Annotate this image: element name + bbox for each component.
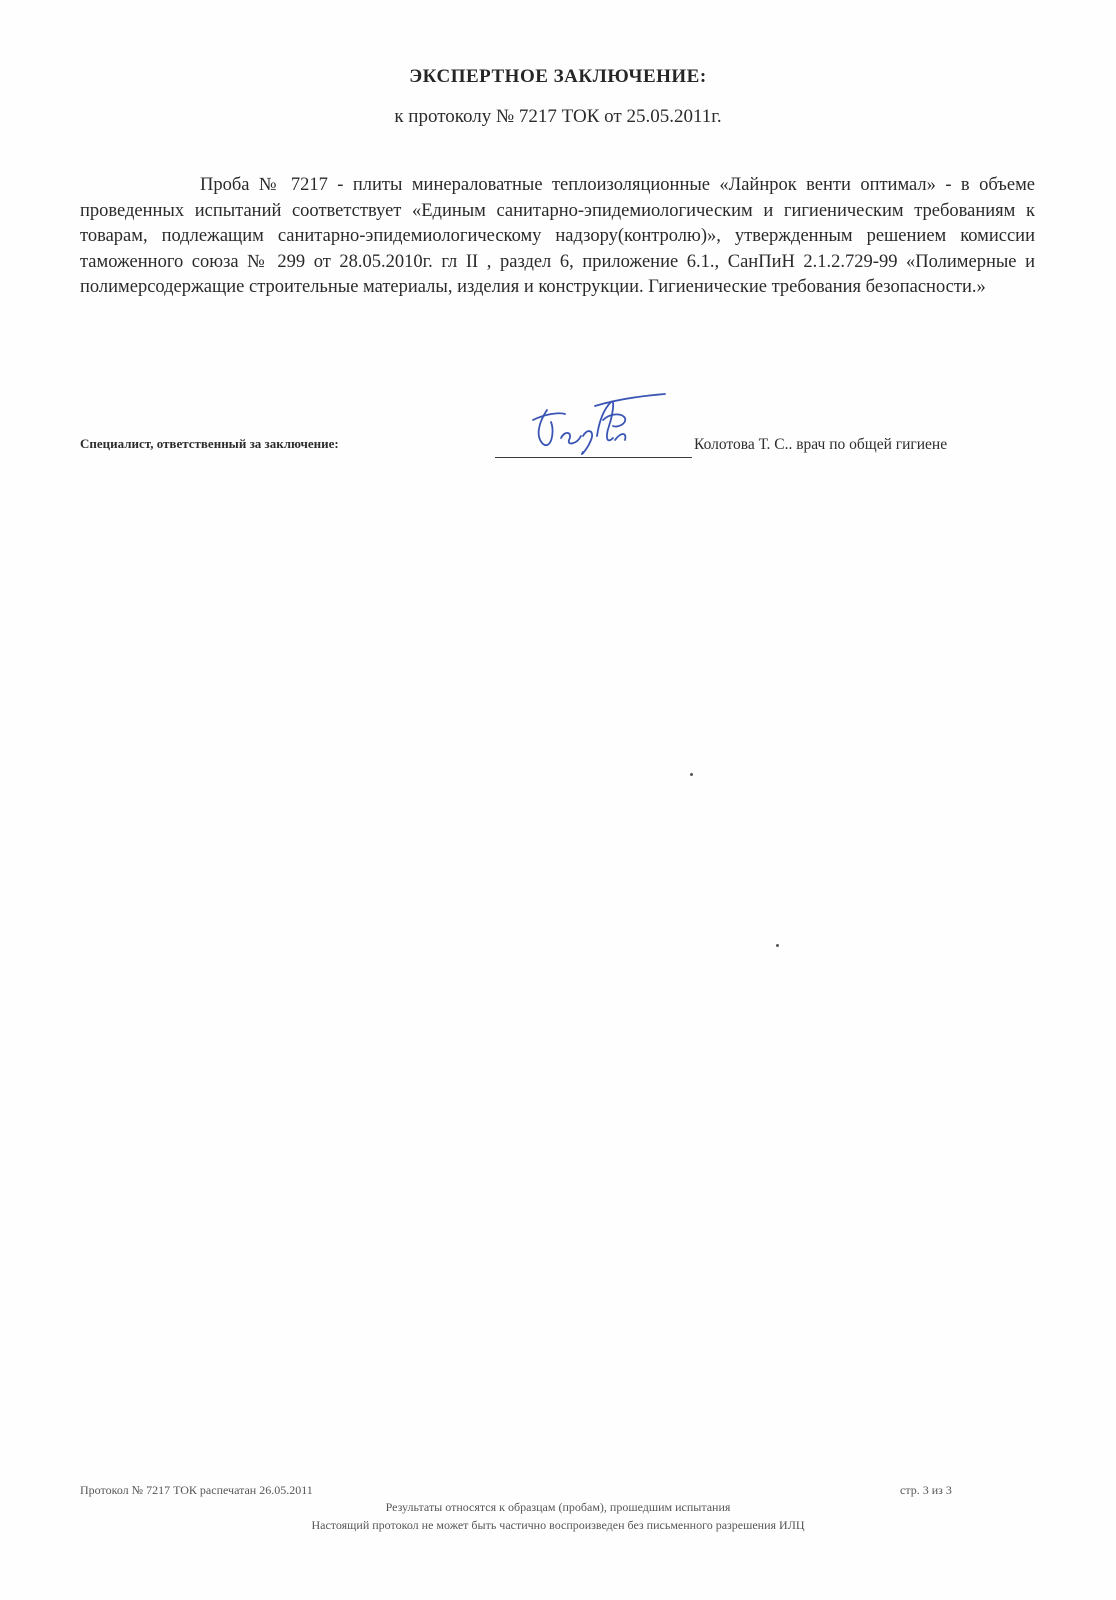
conclusion-paragraph — [80, 173, 1035, 301]
scan-speck — [776, 944, 779, 947]
document-title: ЭКСПЕРТНОЕ ЗАКЛЮЧЕНИЕ: — [409, 66, 707, 87]
footer-printed-note: Протокол № 7217 ТОК распечатан 26.05.2011 — [80, 1483, 313, 1497]
handwritten-signature — [525, 392, 675, 462]
conclusion-text: Проба № 7217 - плиты минераловатные теплоизоляционные «Лайнрок венти оптимал» - в объеме проведенных испытаний соответствует «Единым санитарно-эпидемиологическим и гигиеническим требованиям к товарам, подлежащим санитарно-эпидемиологическому надзору(контролю)», утвержденным решением комиссии таможенного союза № 299 от 28.05.2010г. гл II , раздел 6, приложение 6.1., СанПиН 2.1.2.729-99 «Полимерные и полимерсодержащие строительные материалы, изделия и конструкции. Гигиенические требования безопасности.» — [80, 175, 1035, 297]
signer-name: Колотова Т. С.. врач по общей гигиене — [694, 436, 948, 453]
document-subtitle: к протоколу № 7217 ТОК от 25.05.2011г. — [394, 106, 722, 127]
footer-page-number: стр. 3 из 3 — [900, 1483, 952, 1497]
signer-label: Специалист, ответственный за заключение: — [80, 436, 339, 451]
scan-speck — [690, 773, 693, 776]
footer-reproduction-note: Настоящий протокол не может быть частично воспроизведен без письменного разрешения ИЛЦ — [311, 1518, 805, 1532]
footer-results-note: Результаты относятся к образцам (пробам), прошедшим испытания — [385, 1500, 731, 1514]
